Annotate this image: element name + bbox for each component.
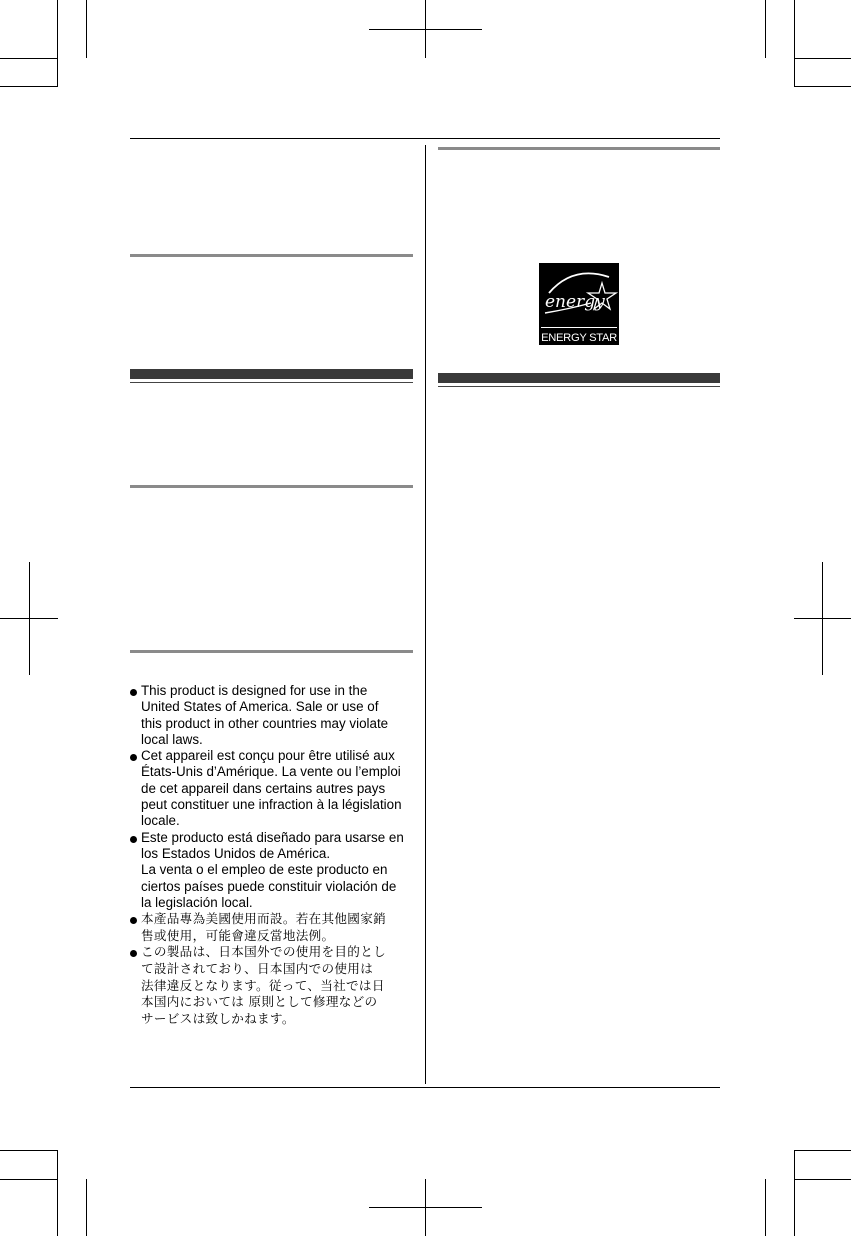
notice-line: peut constituer une infraction à la législation [141,797,402,813]
bullet-icon [130,836,137,843]
notice-line: 法律違反となります。従って、当社では日 [141,977,385,993]
notice-line: サービスは致しかねます。 [141,1010,295,1026]
heading-bar [438,373,720,383]
footer-rule [130,1087,720,1088]
notice-line: この製品は、日本国外での使用を目的とし [141,944,386,960]
bullet-icon [130,689,137,696]
notice-item [130,911,412,944]
column-divider [425,145,426,1084]
notice-line: local laws. [141,731,203,747]
bullet-icon [130,754,137,761]
header-rule [130,138,720,139]
heading-bar [130,369,413,379]
region-notice-list [130,683,412,1027]
energy-script-text: energy [545,292,605,312]
notice-line: this product in other countries may violate [141,715,389,731]
notice-item [130,748,412,829]
notice-line: locale. [141,813,180,829]
section-rule [130,254,413,257]
notice-line: て設計されており、日本国内での使用は [141,960,374,976]
notice-line: de cet appareil dans certains autres pays [141,780,386,796]
notice-item [130,683,412,748]
notice-line: 本產品專為美國使用而設。若在其他國家銷 [141,911,386,927]
notice-item [130,830,412,911]
notice-line: La venta o el empleo de este producto en [141,862,388,878]
section-rule [130,485,413,488]
notice-item [130,944,412,1027]
section-rule [130,650,413,653]
notice-line: la legislación local. [141,894,253,910]
bullet-icon [130,917,137,924]
notice-line: Cet appareil est conçu pour être utilisé aux [141,748,395,764]
notice-line: États-Unis d’Amérique. La vente ou l’emploi [141,764,401,780]
notice-line: 售或使用，可能會違反當地法例。 [141,927,335,943]
heading-underline [438,386,720,387]
notice-line: los Estados Unidos de América. [141,845,331,861]
section-rule [438,147,720,150]
notice-line: This product is designed for use in the [141,683,368,698]
bullet-icon [130,950,137,957]
notice-line: ciertos países puede constituir violación de [141,878,397,894]
notice-line: United States of America. Sale or use of [141,699,379,715]
heading-underline [130,382,413,383]
notice-line: 本国内においては 原則として修理などの [141,994,378,1010]
notice-line: Este producto está diseñado para usarse en [141,829,404,845]
energy-star-logo [539,263,619,345]
energy-star-label: ENERGY STAR [541,332,617,344]
